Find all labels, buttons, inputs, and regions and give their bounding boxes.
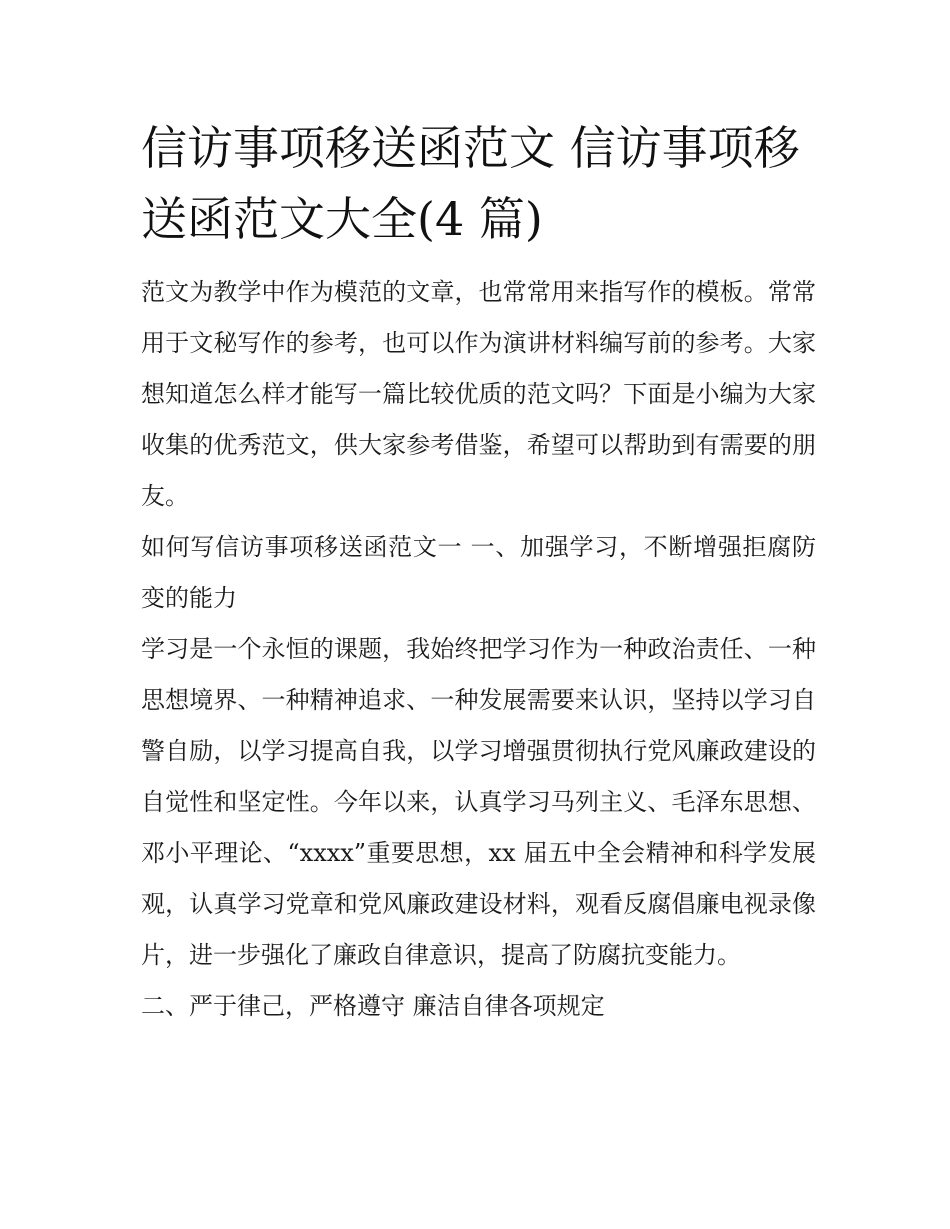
document-body (141, 112, 816, 1032)
document-title: 信访事项移送函范文 信访事项移送函范文大全(4 篇) (141, 121, 800, 246)
intro-paragraph: 范文为教学中作为模范的文章，也常常用来指写作的模板。常常用于文秘写作的参考，也可以作为演讲材料编写前的参考。大家想知道怎么样才能写一篇比较优质的范文吗？下面是小编为大家收集的优秀范文，供大家参考借鉴，希望可以帮助到有需要的朋友。 (141, 278, 816, 510)
section-heading: 二、严于律己，严格遵守 廉洁自律各项规定 (141, 992, 605, 1020)
body-paragraph: 学习是一个永恒的课题，我始终把学习作为一种政治责任、一种思想境界、一种精神追求、一种发展需要来认识，坚持以学习自警自励，以学习提高自我，以学习增强贯彻执行党风廉政建设的自觉性和坚定性。今年以来，认真学习马列主义、毛泽东思想、邓小平理论、“xxxx”重要思想，xx 届五中全会精神和科学发展观，认真学习党章和党风廉政建设材料，观看反腐倡廉电视录像片，进一步强化了廉政自律意识，提高了防腐抗变能力。 (141, 635, 816, 969)
section-heading: 如何写信访事项移送函范文一 一、加强学习，不断增强拒腐防变的能力 (141, 533, 816, 612)
